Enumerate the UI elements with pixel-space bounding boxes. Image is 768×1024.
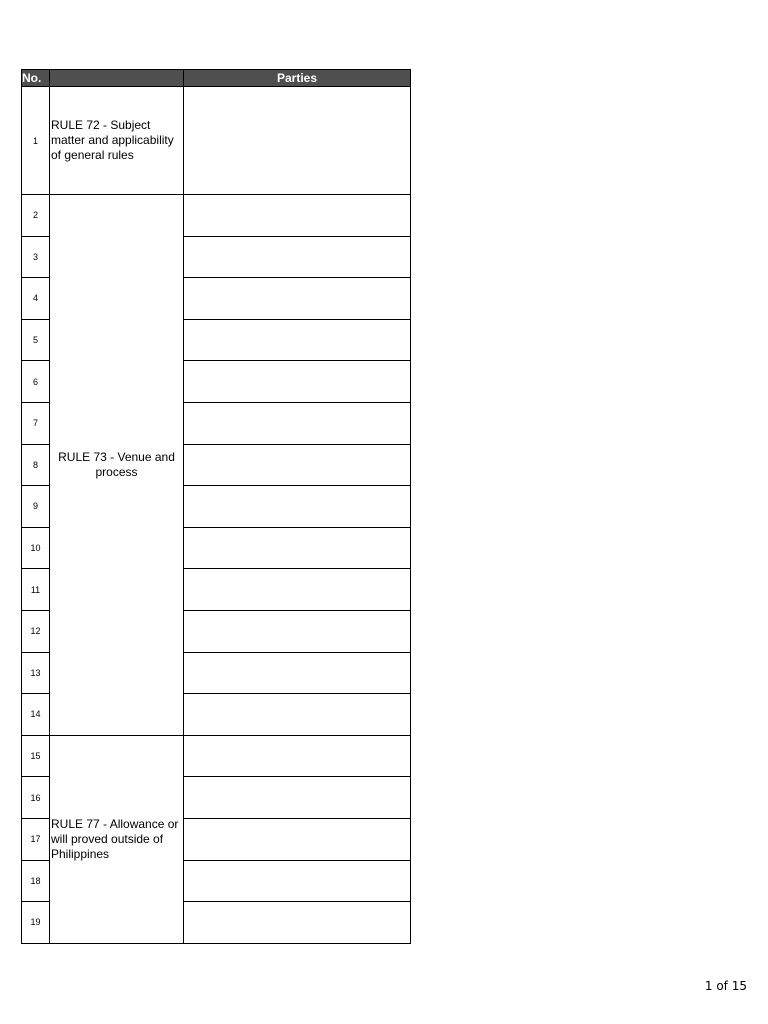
row-number: 5: [22, 319, 50, 361]
row-number: 7: [22, 402, 50, 444]
row-number: 18: [22, 860, 50, 902]
parties-cell[interactable]: [184, 361, 411, 403]
parties-cell[interactable]: [184, 569, 411, 611]
row-number: 14: [22, 694, 50, 736]
parties-cell[interactable]: [184, 87, 411, 195]
parties-cell[interactable]: [184, 902, 411, 944]
parties-cell[interactable]: [184, 402, 411, 444]
row-number: 3: [22, 236, 50, 278]
row-number: 11: [22, 569, 50, 611]
row-number: 17: [22, 818, 50, 860]
row-number: 15: [22, 735, 50, 777]
parties-cell[interactable]: [184, 319, 411, 361]
row-number: 12: [22, 610, 50, 652]
rule-cell: RULE 73 - Venue and process: [50, 195, 184, 736]
rule-cell: RULE 77 - Allowance or will proved outside of Philippines: [50, 735, 184, 943]
parties-cell[interactable]: [184, 735, 411, 777]
row-number: 4: [22, 278, 50, 320]
row-number: 2: [22, 195, 50, 237]
header-row: [22, 70, 411, 87]
parties-cell[interactable]: [184, 527, 411, 569]
parties-cell[interactable]: [184, 860, 411, 902]
page-number: 1 of 15: [704, 979, 747, 993]
row-number: 16: [22, 777, 50, 819]
parties-cell[interactable]: [184, 777, 411, 819]
row-number: 13: [22, 652, 50, 694]
parties-cell[interactable]: [184, 444, 411, 486]
rules-table: [21, 69, 411, 944]
header-no: No.: [22, 70, 50, 87]
table-row: [22, 735, 411, 777]
parties-cell[interactable]: [184, 818, 411, 860]
table-row: [22, 87, 411, 195]
parties-cell[interactable]: [184, 610, 411, 652]
row-number: 19: [22, 902, 50, 944]
row-number: 8: [22, 444, 50, 486]
row-number: 6: [22, 361, 50, 403]
parties-cell[interactable]: [184, 486, 411, 528]
parties-cell[interactable]: [184, 195, 411, 237]
table-row: [22, 195, 411, 237]
header-rule: [50, 70, 184, 87]
parties-cell[interactable]: [184, 236, 411, 278]
row-number: 9: [22, 486, 50, 528]
row-number: 1: [22, 87, 50, 195]
parties-cell[interactable]: [184, 278, 411, 320]
row-number: 10: [22, 527, 50, 569]
header-parties: Parties: [184, 70, 411, 87]
parties-cell[interactable]: [184, 694, 411, 736]
rule-cell: RULE 72 - Subject matter and applicability of general rules: [50, 87, 184, 195]
parties-cell[interactable]: [184, 652, 411, 694]
